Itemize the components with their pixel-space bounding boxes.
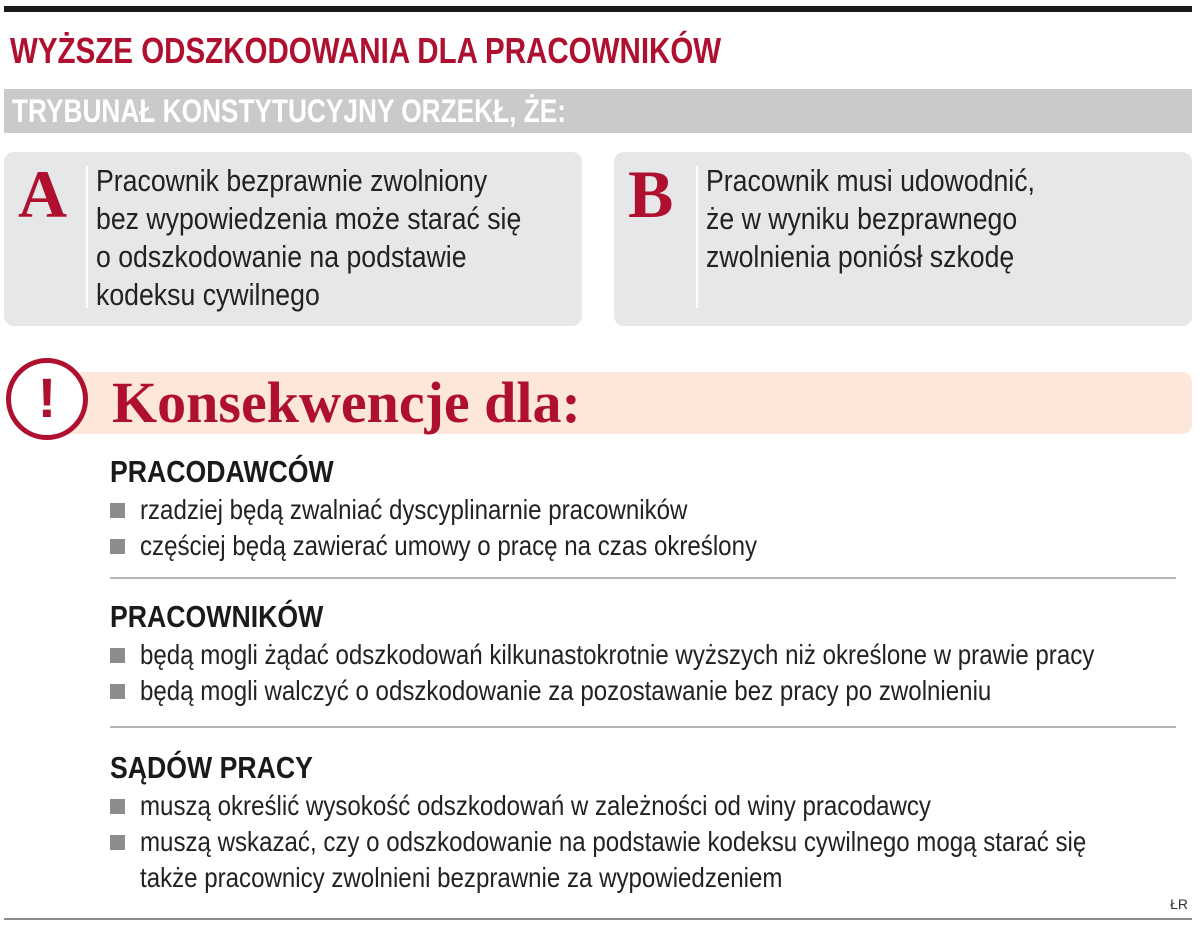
group-heading: PRACODAWCÓW xyxy=(110,454,334,489)
bullet-square-icon xyxy=(110,503,125,518)
group-heading: PRACOWNIKÓW xyxy=(110,599,324,634)
ruling-line: kodeksu cywilnego xyxy=(96,277,320,312)
ruling-letter-b: B xyxy=(628,156,674,232)
ruling-line: Pracownik bezprawnie zwolniony xyxy=(96,163,488,198)
consequences-heading: Konsekwencje dla: xyxy=(112,370,581,435)
list-item xyxy=(110,788,1190,824)
subtitle-text: TRYBUNAŁ KONSTYTUCYJNY ORZEKŁ, ŻE: xyxy=(12,93,566,129)
consequence-group-employers xyxy=(110,452,1190,564)
ruling-line: Pracownik musi udowodnić, xyxy=(706,163,1035,198)
list-item-text: będą mogli żądać odszkodowań kilkunastokrotnie wyższych niż określone w prawie pracy xyxy=(140,639,1095,670)
list-item-text: muszą określić wysokość odszkodowań w zależności od winy pracodawcy xyxy=(140,790,931,821)
author-credit: ŁR xyxy=(1170,896,1188,912)
bottom-rule xyxy=(4,918,1192,920)
bullet-square-icon xyxy=(110,799,125,814)
list-item-text: muszą wskazać, czy o odszkodowanie na podstawie kodeksu cywilnego mogą starać się xyxy=(140,826,1087,857)
list-item xyxy=(110,528,1190,564)
ruling-line: zwolnienia poniósł szkodę xyxy=(706,239,1015,274)
top-rule xyxy=(4,6,1192,12)
bullet-square-icon xyxy=(110,539,125,554)
list-item xyxy=(110,824,1190,896)
group-divider xyxy=(110,577,1176,579)
exclamation-icon: ! xyxy=(6,358,88,440)
group-divider xyxy=(110,726,1176,728)
group-heading: SĄDÓW PRACY xyxy=(110,750,313,785)
card-divider xyxy=(696,166,698,308)
card-divider xyxy=(86,166,88,308)
list-item xyxy=(110,637,1190,673)
ruling-line: o odszkodowanie na podstawie xyxy=(96,239,467,274)
ruling-card-a xyxy=(4,152,582,326)
ruling-line: że w wyniku bezprawnego xyxy=(706,201,1018,236)
list-item-text: częściej będą zawierać umowy o pracę na czas określony xyxy=(140,530,758,561)
list-item-text: także pracownicy zwolnieni bezprawnie za wypowiedzeniem xyxy=(140,862,783,893)
ruling-letter-a: A xyxy=(18,156,68,232)
list-item-text: będą mogli walczyć o odszkodowanie za pozostawanie bez pracy po zwolnieniu xyxy=(140,675,992,706)
bullet-square-icon xyxy=(110,684,125,699)
consequence-group-labor-courts xyxy=(110,748,1190,896)
ruling-card-b xyxy=(614,152,1192,326)
list-item xyxy=(110,492,1190,528)
subtitle-bar xyxy=(4,89,1192,133)
ruling-text-a xyxy=(96,162,543,314)
bullet-square-icon xyxy=(110,835,125,850)
bullet-square-icon xyxy=(110,648,125,663)
ruling-line: bez wypowiedzenia może starać się xyxy=(96,201,522,236)
page-title: WYŻSZE ODSZKODOWANIA DLA PRACOWNIKÓW xyxy=(10,30,722,71)
consequence-group-employees xyxy=(110,597,1190,709)
ruling-text-b xyxy=(706,162,1153,276)
list-item-text: rzadziej będą zwalniać dyscyplinarnie pracowników xyxy=(140,494,688,525)
list-item xyxy=(110,673,1190,709)
